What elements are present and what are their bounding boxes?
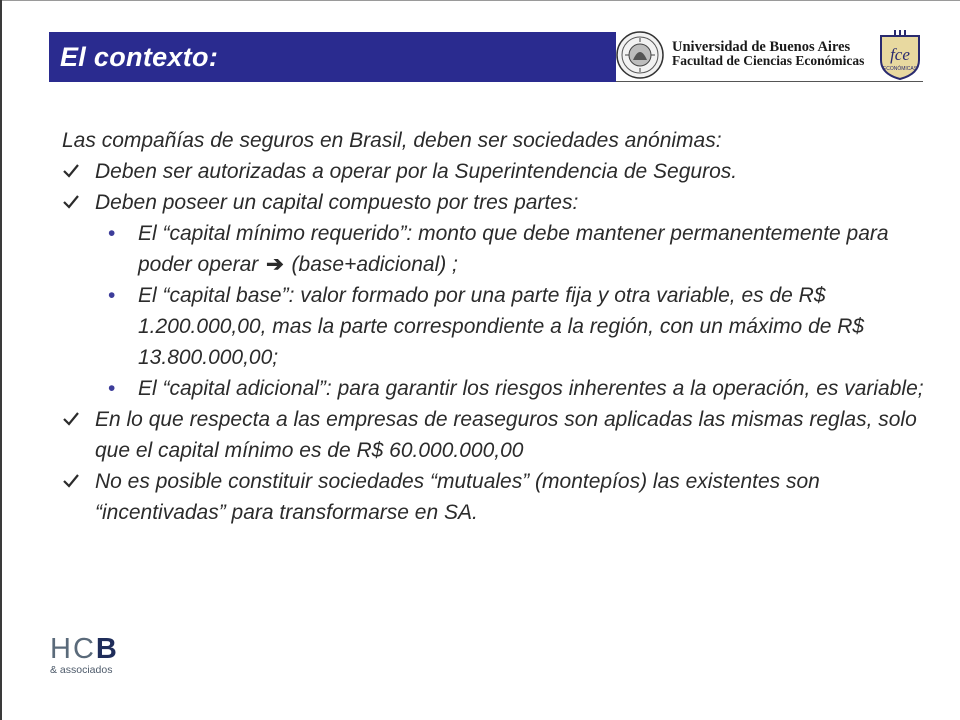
arrow-right-icon: ➔	[266, 253, 284, 276]
fce-logo-icon	[878, 30, 922, 80]
svg-text:ECONÓMICAS: ECONÓMICAS	[882, 66, 918, 72]
frame-top-line	[0, 0, 960, 1]
list-item-text: En lo que respecta a las empresas de reaseguros son aplicadas las mismas reglas, solo que el capital mínimo es de R$ 60.000.000,00	[95, 408, 917, 462]
bullet-icon: •	[108, 284, 116, 307]
sub-list-item	[62, 280, 932, 373]
sub-item-text: El “capital mínimo requerido”: monto que debe mantener permanentemente para poder operar	[138, 222, 889, 276]
sub-item-text-end: (base+adicional) ;	[291, 253, 458, 276]
slide-content	[62, 125, 932, 528]
list-item	[62, 466, 932, 528]
university-name	[672, 40, 872, 68]
frame-left-line	[0, 0, 2, 720]
check-icon	[62, 472, 80, 490]
hcb-logo-h: H	[50, 633, 73, 665]
hcb-logo-c: C	[72, 633, 96, 665]
list-item	[62, 404, 932, 466]
hcb-logo-subtitle: & associados	[50, 664, 113, 676]
list-item-text: No es posible constituir sociedades “mutuales” (montepíos) las existentes son “incentivadas” para transformarse en SA.	[95, 470, 820, 524]
sub-item-text: El “capital base”: valor formado por una parte fija y otra variable, es de R$ 1.200.000,00, mas la parte correspondiente a la región, con un máximo de R$ 13.800.000,00;	[138, 284, 865, 369]
bullet-icon: •	[108, 377, 116, 400]
bullet-icon: •	[108, 222, 116, 245]
sub-list-item	[62, 373, 932, 404]
slide-title: El contexto:	[60, 41, 219, 72]
sub-list-item	[62, 218, 932, 280]
university-line1: Universidad de Buenos Aires	[672, 39, 851, 55]
list-item	[62, 187, 932, 218]
intro-text: Las compañías de seguros en Brasil, deben ser sociedades anónimas:	[62, 129, 722, 152]
hcb-logo-letters	[50, 633, 140, 665]
check-icon	[62, 193, 80, 211]
check-icon	[62, 162, 80, 180]
hcb-logo	[50, 633, 140, 682]
list-item-text: Deben ser autorizadas a operar por la Superintendencia de Seguros.	[95, 160, 738, 183]
hcb-logo-b: B	[95, 633, 117, 665]
svg-text:fce: fce	[890, 45, 910, 64]
title-bar	[49, 32, 616, 82]
header-rule	[616, 81, 923, 82]
check-icon	[62, 410, 80, 428]
list-item	[62, 156, 932, 187]
sub-item-text: El “capital adicional”: para garantir los riesgos inherentes a la operación, es variable;	[138, 377, 924, 400]
list-item-text: Deben poseer un capital compuesto por tres partes:	[95, 191, 579, 214]
uba-seal-icon	[615, 30, 665, 80]
university-line2: Facultad de Ciencias Económicas	[672, 53, 865, 68]
